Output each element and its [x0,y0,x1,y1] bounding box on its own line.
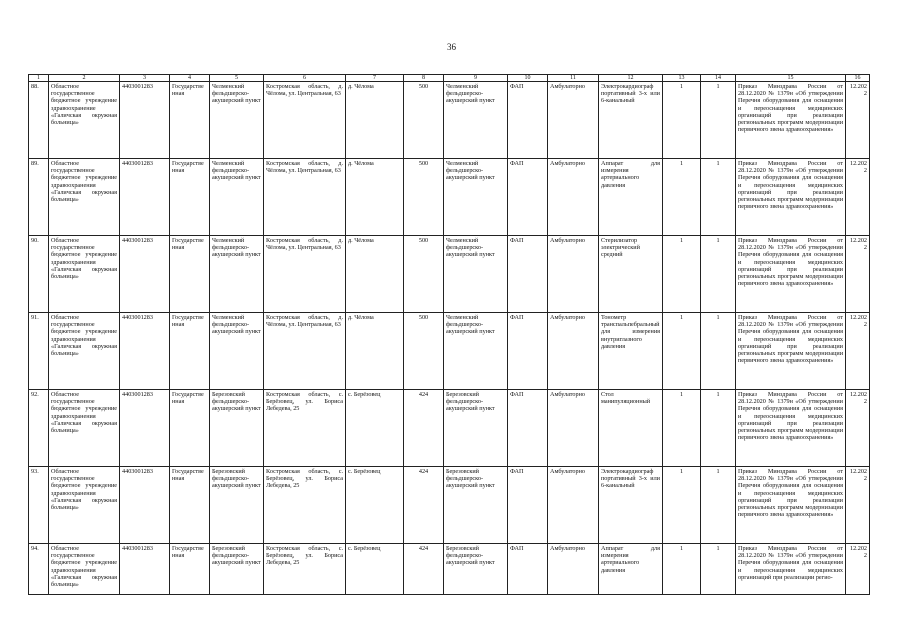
col-header: 7 [346,75,404,82]
row-number-cell: 91. [29,313,49,390]
division-name-cell: Челменский фельдшерско-акушерский пункт [210,236,264,313]
quantity-fact-cell: 1 [701,467,736,544]
quantity-plan-cell: 1 [663,82,701,159]
equipment-name-cell: Стол манипуляционный [599,390,663,467]
ownership-form-cell: Государственная [170,544,210,595]
col-header: 9 [444,75,508,82]
facility-name-cell: Челменский фельдшерско-акушерский пункт [444,82,508,159]
division-name-cell: Березовский фельдшерско-акушерский пункт [210,390,264,467]
col-header: 1 [29,75,49,82]
table-row [29,82,870,159]
inn-code-cell: 4403001283 [120,236,170,313]
legal-basis-cell: Приказ Минздрава России от 28.12.2020 № 1379н «Об утверждении Перечня оборудования для оснащения и переоснащения медицинских организаций при реализации региональных программ модернизации первичного звена здравоохранения» [736,390,846,467]
legal-basis-cell: Приказ Минздрава России от 28.12.2020 № 1379н «Об утверждении Перечня оборудования для оснащения и переоснащения медицинских организаций при реализации региональных программ модернизации первичного звена здравоохранения» [736,82,846,159]
care-condition-cell: Амбулаторно [548,236,599,313]
quantity-fact-cell: 1 [701,82,736,159]
delivery-date-cell: 12.2022 [846,467,870,544]
col-header: 4 [170,75,210,82]
settlement-cell: д. Чёлома [346,82,404,159]
equipment-register-table [28,74,870,595]
table-row [29,236,870,313]
care-condition-cell: Амбулаторно [548,544,599,595]
facility-name-cell: Челменский фельдшерско-акушерский пункт [444,159,508,236]
legal-basis-cell: Приказ Минздрава России от 28.12.2020 № 1379н «Об утверждении Перечня оборудования для оснащения и переоснащения медицинских организаций при реализации регио- [736,544,846,595]
col-header: 13 [663,75,701,82]
address-cell: Костромская область, с. Берёзовец, ул. Бориса Лебедева, 25 [264,390,346,467]
row-number-cell: 92. [29,390,49,467]
page-number: 36 [447,42,456,52]
quantity-plan-cell: 1 [663,467,701,544]
population-cell: 424 [404,467,444,544]
legal-basis-cell: Приказ Минздрава России от 28.12.2020 № 1379н «Об утверждении Перечня оборудования для оснащения и переоснащения медицинских организаций при реализации региональных программ модернизации первичного звена здравоохранения» [736,159,846,236]
facility-name-cell: Березовский фельдшерско-акушерский пункт [444,467,508,544]
ownership-form-cell: Государственная [170,159,210,236]
division-name-cell: Березовский фельдшерско-акушерский пункт [210,467,264,544]
ownership-form-cell: Государственная [170,390,210,467]
inn-code-cell: 4403001283 [120,82,170,159]
division-name-cell: Челменский фельдшерско-акушерский пункт [210,313,264,390]
population-cell: 500 [404,82,444,159]
organization-name-cell: Областное государственное бюджетное учреждение здравоохранения «Галичская окружная больница» [49,236,120,313]
row-number-cell: 88. [29,82,49,159]
table-row [29,467,870,544]
col-header: 14 [701,75,736,82]
row-number-cell: 89. [29,159,49,236]
col-header: 2 [49,75,120,82]
facility-type-cell: ФАП [508,544,548,595]
quantity-plan-cell: 1 [663,313,701,390]
ownership-form-cell: Государственная [170,236,210,313]
row-number-cell: 90. [29,236,49,313]
care-condition-cell: Амбулаторно [548,467,599,544]
population-cell: 500 [404,313,444,390]
inn-code-cell: 4403001283 [120,467,170,544]
facility-name-cell: Челменский фельдшерско-акушерский пункт [444,236,508,313]
quantity-plan-cell: 1 [663,390,701,467]
facility-type-cell: ФАП [508,159,548,236]
row-number-cell: 94. [29,544,49,595]
address-cell: Костромская область, д. Чёлома, ул. Центральная, 63 [264,236,346,313]
delivery-date-cell: 12.2022 [846,236,870,313]
settlement-cell: с. Берёзовец [346,467,404,544]
col-header: 5 [210,75,264,82]
delivery-date-cell: 12.2022 [846,82,870,159]
delivery-date-cell: 12.2022 [846,159,870,236]
col-header: 11 [548,75,599,82]
table-row [29,313,870,390]
col-header: 10 [508,75,548,82]
inn-code-cell: 4403001283 [120,159,170,236]
quantity-plan-cell: 1 [663,159,701,236]
col-header: 16 [846,75,870,82]
equipment-name-cell: Аппарат для измерения артериального давления [599,159,663,236]
address-cell: Костромская область, с. Берёзовец, ул. Бориса Лебедева, 25 [264,544,346,595]
facility-name-cell: Челменский фельдшерско-акушерский пункт [444,313,508,390]
population-cell: 424 [404,390,444,467]
delivery-date-cell: 12.2022 [846,313,870,390]
organization-name-cell: Областное государственное бюджетное учреждение здравоохранения «Галичская окружная больница» [49,313,120,390]
facility-name-cell: Березовский фельдшерско-акушерский пункт [444,390,508,467]
division-name-cell: Челменский фельдшерско-акушерский пункт [210,159,264,236]
division-name-cell: Челменский фельдшерско-акушерский пункт [210,82,264,159]
table-row [29,390,870,467]
ownership-form-cell: Государственная [170,82,210,159]
care-condition-cell: Амбулаторно [548,82,599,159]
settlement-cell: д. Чёлома [346,236,404,313]
ownership-form-cell: Государственная [170,467,210,544]
care-condition-cell: Амбулаторно [548,159,599,236]
quantity-fact-cell: 1 [701,313,736,390]
legal-basis-cell: Приказ Минздрава России от 28.12.2020 № 1379н «Об утверждении Перечня оборудования для оснащения и переоснащения медицинских организаций при реализации региональных программ модернизации первичного звена здравоохранения» [736,236,846,313]
legal-basis-cell: Приказ Минздрава России от 28.12.2020 № 1379н «Об утверждении Перечня оборудования для оснащения и переоснащения медицинских организаций при реализации региональных программ модернизации первичного звена здравоохранения» [736,467,846,544]
address-cell: Костромская область, д. Чёлома, ул. Центральная, 63 [264,313,346,390]
address-cell: Костромская область, д. Чёлома, ул. Центральная, 63 [264,82,346,159]
inn-code-cell: 4403001283 [120,390,170,467]
quantity-fact-cell: 1 [701,159,736,236]
col-header: 8 [404,75,444,82]
inn-code-cell: 4403001283 [120,544,170,595]
quantity-plan-cell: 1 [663,544,701,595]
settlement-cell: с. Берёзовец [346,390,404,467]
population-cell: 500 [404,236,444,313]
organization-name-cell: Областное государственное бюджетное учреждение здравоохранения «Галичская окружная больница» [49,467,120,544]
facility-type-cell: ФАП [508,236,548,313]
facility-name-cell: Березовский фельдшерско-акушерский пункт [444,544,508,595]
facility-type-cell: ФАП [508,467,548,544]
col-header: 12 [599,75,663,82]
organization-name-cell: Областное государственное бюджетное учреждение здравоохранения «Галичская окружная больница» [49,390,120,467]
population-cell: 424 [404,544,444,595]
care-condition-cell: Амбулаторно [548,390,599,467]
quantity-plan-cell: 1 [663,236,701,313]
address-cell: Костромская область, д. Чёлома, ул. Центральная, 63 [264,159,346,236]
delivery-date-cell: 12.2022 [846,544,870,595]
address-cell: Костромская область, с. Берёзовец, ул. Бориса Лебедева, 25 [264,467,346,544]
settlement-cell: д. Чёлома [346,159,404,236]
inn-code-cell: 4403001283 [120,313,170,390]
organization-name-cell: Областное государственное бюджетное учреждение здравоохранения «Галичская окружная больница» [49,544,120,595]
facility-type-cell: ФАП [508,390,548,467]
equipment-name-cell: Электрокардиограф портативный 3-х или 6-канальный [599,82,663,159]
equipment-name-cell: Стерилизатор электрический средний [599,236,663,313]
col-header: 15 [736,75,846,82]
delivery-date-cell: 12.2022 [846,390,870,467]
facility-type-cell: ФАП [508,313,548,390]
equipment-name-cell: Тонометр транспальпебральный для измерения внутриглазного давления [599,313,663,390]
settlement-cell: с. Берёзовец [346,544,404,595]
organization-name-cell: Областное государственное бюджетное учреждение здравоохранение «Галичская окружная больница» [49,82,120,159]
row-number-cell: 93. [29,467,49,544]
col-header: 3 [120,75,170,82]
division-name-cell: Березовский фельдшерско-акушерский пункт [210,544,264,595]
table-row [29,159,870,236]
col-header: 6 [264,75,346,82]
quantity-fact-cell: 1 [701,544,736,595]
equipment-name-cell: Электрокардиограф портативный 3-х или 6-канальный [599,467,663,544]
settlement-cell: д. Чёлома [346,313,404,390]
facility-type-cell: ФАП [508,82,548,159]
ownership-form-cell: Государственная [170,313,210,390]
legal-basis-cell: Приказ Минздрава России от 28.12.2020 № 1379н «Об утверждении Перечня оборудования для оснащения и переоснащения медицинских организаций при реализации региональных программ модернизации первичного звена здравоохранения» [736,313,846,390]
care-condition-cell: Амбулаторно [548,313,599,390]
organization-name-cell: Областное государственное бюджетное учреждение здравоохранения «Галичская окружная больница» [49,159,120,236]
population-cell: 500 [404,159,444,236]
equipment-name-cell: Аппарат для измерения артериального давления [599,544,663,595]
quantity-fact-cell: 1 [701,390,736,467]
column-number-row [29,75,870,82]
table-row [29,544,870,595]
quantity-fact-cell: 1 [701,236,736,313]
